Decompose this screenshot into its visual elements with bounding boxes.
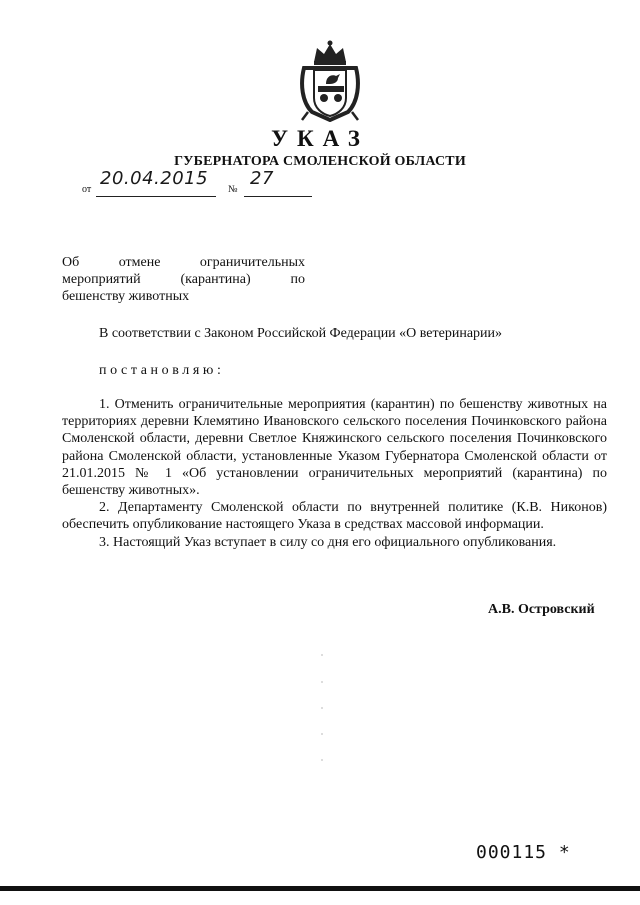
preamble: В соответствии с Законом Российской Федерации «О ветеринарии» [99, 326, 503, 341]
registration-number: 000115 * [476, 842, 571, 863]
number-prefix: № [228, 184, 238, 195]
scan-artifact-dots [321, 650, 323, 770]
page-bottom-border [0, 886, 640, 891]
handwritten-date: 20.04.2015 [100, 168, 209, 189]
document-title: УКАЗ [271, 126, 369, 151]
document-subject [62, 254, 305, 305]
subject-line: бешенству животных [62, 289, 190, 304]
subject-line: мероприятий (карантина) по [62, 272, 305, 287]
decree-body [62, 396, 607, 551]
smolensk-coat-of-arms-icon [290, 40, 370, 122]
date-underline [96, 196, 216, 197]
date-number-line [82, 168, 322, 198]
number-underline [244, 196, 312, 197]
paragraph-1: 1. Отменить ограничительные мероприятия (карантин) по бешенству животных на территориях деревни Клемятино Ивановского сельского поселения Починковского района Смоленской области, деревни Светлое Княжинского сельского поселения Починковского района Смоленской области, установленные Указом Губернатора Смоленской области от 21.01.2015 № 1 «Об установлении ограничительных мероприятий (карантина) по бешенству животных». [62, 397, 607, 499]
paragraph-3: 3. Настоящий Указ вступает в силу со дня его официального опубликования. [99, 534, 557, 550]
decree-word: постановляю: [99, 363, 225, 378]
paragraph-2: 2. Департаменту Смоленской области по внутренней политике (К.В. Никонов) обеспечить опубликование настоящего Указа в средствах массовой информации. [62, 500, 607, 533]
handwritten-number: 27 [250, 168, 274, 189]
document-subtitle: ГУБЕРНАТОРА СМОЛЕНСКОЙ ОБЛАСТИ [174, 154, 466, 169]
signature-name: А.В. Островский [488, 602, 595, 617]
subject-line: Об отмене ограничительных [62, 255, 305, 270]
date-prefix: от [82, 184, 92, 195]
